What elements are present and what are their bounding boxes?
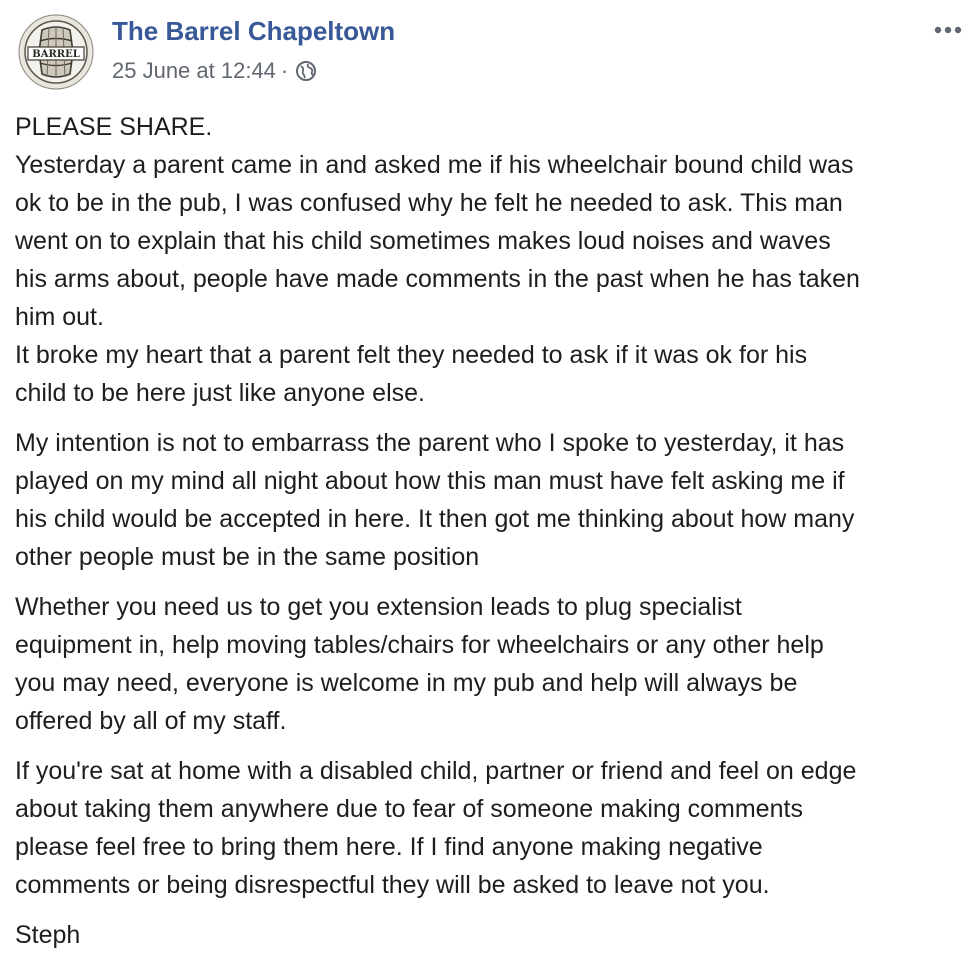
barrel-logo <box>18 14 94 90</box>
post-line: PLEASE SHARE. <box>15 113 213 141</box>
page-name-link[interactable]: The Barrel Chapeltown <box>112 16 396 46</box>
post-signature <box>15 916 965 954</box>
post-line: about taking them anywhere due to fear of someone making comments <box>15 795 803 823</box>
post-line: ok to be in the pub, I was confused why he felt he needed to ask. This man <box>15 189 843 217</box>
post-line: offered by all of my staff. <box>15 707 287 735</box>
post-line: equipment in, help moving tables/chairs for wheelchairs or any other help <box>15 631 824 659</box>
post-paragraph <box>15 108 965 412</box>
post-line: played on my mind all night about how this man must have felt asking me if <box>15 467 845 495</box>
meta-separator: · <box>280 58 289 83</box>
post-paragraph <box>15 588 965 740</box>
post-timestamp[interactable]: 25 June at 12:44 <box>112 58 276 83</box>
post-line: My intention is not to embarrass the parent who I spoke to yesterday, it has <box>15 429 845 457</box>
post-line: Yesterday a parent came in and asked me if his wheelchair bound child was <box>15 151 854 179</box>
post-paragraph <box>15 752 965 904</box>
post-line: Steph <box>15 921 81 949</box>
post-line: him out. <box>15 303 104 331</box>
post-line: his arms about, people have made comments in the past when he has taken <box>15 265 860 293</box>
post-line: It broke my heart that a parent felt they needed to ask if it was ok for his <box>15 341 808 369</box>
post-line: If you're sat at home with a disabled child, partner or friend and feel on edge <box>15 757 857 785</box>
post-line: you may need, everyone is welcome in my pub and help will always be <box>15 669 798 697</box>
post-line: went on to explain that his child sometimes makes loud noises and waves <box>15 227 831 255</box>
more-options-icon[interactable] <box>930 18 970 42</box>
globe-icon[interactable] <box>295 60 317 82</box>
avatar[interactable] <box>18 14 94 90</box>
post-line: his child would be accepted in here. It then got me thinking about how many <box>15 505 855 533</box>
post-line: Whether you need us to get you extension leads to plug specialist <box>15 593 742 621</box>
logo-text: BARREL <box>32 49 80 60</box>
post-header <box>14 12 964 96</box>
post-line: child to be here just like anyone else. <box>15 379 425 407</box>
post-line: other people must be in the same position <box>15 543 480 571</box>
post-meta <box>112 58 317 84</box>
post-body <box>15 108 965 966</box>
post-line: please feel free to bring them here. If I find anyone making negative <box>15 833 763 861</box>
post-line: comments or being disrespectful they will be asked to leave not you. <box>15 871 770 899</box>
post-paragraph <box>15 424 965 576</box>
